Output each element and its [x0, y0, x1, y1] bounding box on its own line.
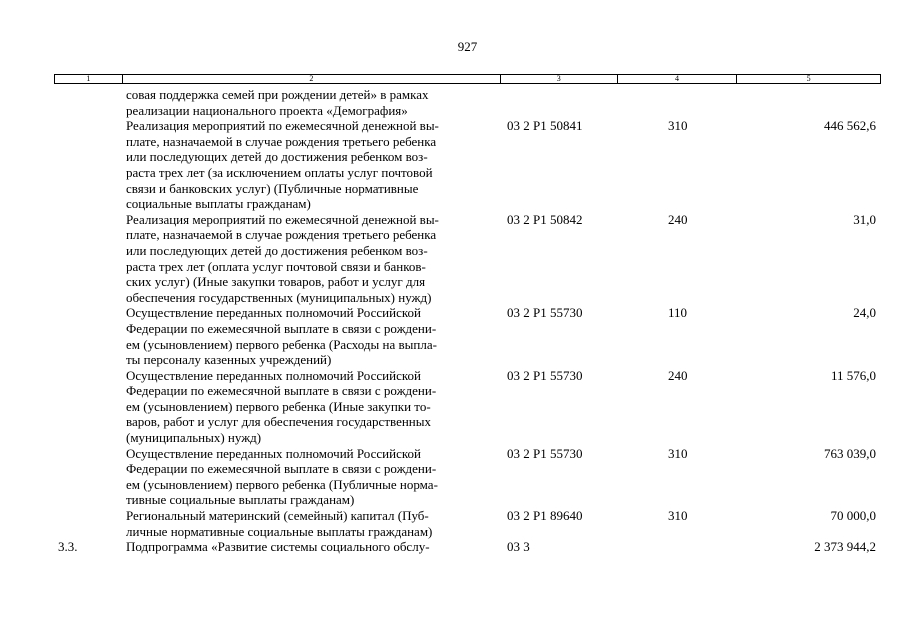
table-row	[54, 212, 881, 306]
row-description	[122, 87, 501, 118]
description-line: ем (усыновлением) первого ребенка (Расходы на выпла-	[126, 336, 437, 352]
row-description	[122, 305, 501, 367]
description-line: раста трех лет (за исключением оплаты услуг почтовой	[126, 164, 433, 180]
amount-value: 763 039,0	[824, 445, 876, 461]
description-line: реализации национального проекта «Демография»	[126, 102, 408, 118]
column-header-4: 4	[618, 75, 738, 83]
description-line: ем (усыновлением) первого ребенка (Иные закупки то-	[126, 398, 431, 414]
row-number	[54, 118, 122, 212]
amount-value: 31,0	[853, 211, 876, 227]
description-line: Реализация мероприятий по ежемесячной денежной вы-	[126, 211, 439, 227]
row-number: 3.3.	[58, 539, 78, 555]
description-line: Осуществление переданных полномочий Российской	[126, 305, 421, 321]
row-number	[54, 446, 122, 508]
row-description	[122, 118, 501, 212]
amount-value: 70 000,0	[830, 508, 876, 524]
expense-type-code: 110	[668, 305, 688, 321]
description-line: ем (усыновлением) первого ребенка (Публичные норма-	[126, 476, 438, 492]
target-article-code: 03 2 P1 50842	[507, 211, 583, 227]
row-number	[54, 212, 122, 306]
amount-value: 446 562,6	[824, 118, 876, 134]
row-description	[122, 508, 501, 539]
table-row	[54, 368, 881, 446]
expense-type-code: 310	[668, 445, 688, 461]
target-article-code: 03 2 P1 55730	[507, 445, 583, 461]
row-number	[54, 508, 122, 539]
description-line: Региональный материнский (семейный) капитал (Пуб-	[126, 508, 429, 524]
row-number	[54, 305, 122, 367]
description-line: Осуществление переданных полномочий Российской	[126, 445, 421, 461]
description-line: личные нормативные социальные выплаты гражданам)	[126, 523, 433, 539]
description-line: обеспечения государственных (муниципальных) нужд)	[126, 289, 432, 305]
target-article-code: 03 2 P1 50841	[507, 118, 583, 134]
row-description	[122, 368, 501, 446]
table-row	[54, 87, 881, 118]
expense-type-code: 310	[668, 118, 688, 134]
description-line: совая поддержка семей при рождении детей» в рамках	[126, 87, 429, 102]
description-line: Осуществление переданных полномочий Российской	[126, 367, 421, 383]
row-description	[122, 446, 501, 508]
description-line: тивные социальные выплаты гражданам)	[126, 492, 355, 508]
table-column-header	[54, 74, 881, 84]
amount-value: 24,0	[853, 305, 876, 321]
row-number	[54, 87, 122, 118]
description-line: (муниципальных) нужд)	[126, 430, 262, 446]
expense-type-code	[618, 539, 738, 555]
description-line: варов, работ и услуг для обеспечения государственных	[126, 414, 431, 430]
target-article-code: 03 3	[507, 539, 530, 555]
description-line: Федерации по ежемесячной выплате в связи с рождени-	[126, 461, 437, 477]
row-number	[54, 368, 122, 446]
expense-type-code	[618, 87, 738, 118]
target-article-code: 03 2 P1 89640	[507, 508, 583, 524]
table-row	[54, 508, 881, 539]
description-line: Реализация мероприятий по ежемесячной денежной вы-	[126, 118, 439, 134]
description-line: Федерации по ежемесячной выплате в связи с рождени-	[126, 383, 437, 399]
table-row	[54, 539, 881, 555]
description-line: связи и банковских услуг) (Публичные нормативные	[126, 180, 419, 196]
amount-value: 2 373 944,2	[814, 539, 876, 555]
table-row	[54, 118, 881, 212]
amount-value	[738, 87, 881, 118]
column-header-3: 3	[501, 75, 618, 83]
description-line: плате, назначаемой в случае рождения третьего ребенка	[126, 133, 437, 149]
description-line: социальные выплаты гражданам)	[126, 196, 311, 212]
description-line: Подпрограмма «Развитие системы социального обслу-	[126, 539, 430, 555]
description-line: ты персоналу казенных учреждений)	[126, 352, 332, 368]
budget-table-body	[54, 87, 881, 555]
column-header-1: 1	[55, 75, 123, 83]
target-article-code: 03 2 P1 55730	[507, 367, 583, 383]
row-description	[122, 539, 501, 555]
amount-value: 11 576,0	[830, 367, 876, 383]
target-article-code	[501, 87, 618, 118]
row-description	[122, 212, 501, 306]
description-line: ских услуг) (Иные закупки товаров, работ и услуг для	[126, 274, 426, 290]
expense-type-code: 240	[668, 367, 688, 383]
description-line: или последующих детей до достижения ребенком воз-	[126, 242, 428, 258]
column-header-2: 2	[123, 75, 501, 83]
table-row	[54, 305, 881, 367]
target-article-code: 03 2 P1 55730	[507, 305, 583, 321]
expense-type-code: 310	[668, 508, 688, 524]
column-header-5: 5	[806, 74, 811, 83]
description-line: Федерации по ежемесячной выплате в связи с рождени-	[126, 320, 437, 336]
page-number: 927	[457, 39, 478, 54]
description-line: или последующих детей до достижения ребенком воз-	[126, 149, 428, 165]
expense-type-code: 240	[668, 211, 688, 227]
description-line: раста трех лет (оплата услуг почтовой связи и банков-	[126, 258, 426, 274]
table-row	[54, 446, 881, 508]
description-line: плате, назначаемой в случае рождения третьего ребенка	[126, 227, 437, 243]
